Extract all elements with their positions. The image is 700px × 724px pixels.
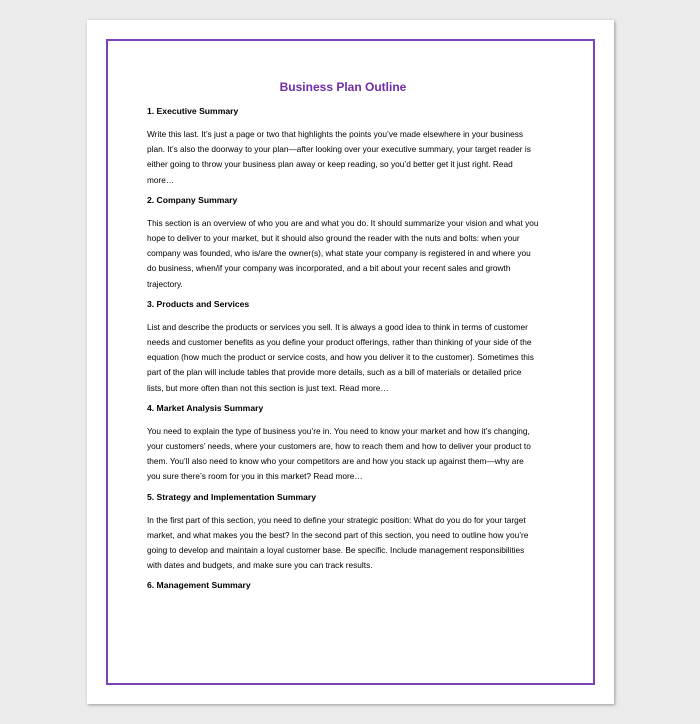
section-heading: 2. Company Summary xyxy=(147,194,238,205)
section-management-summary xyxy=(147,579,539,591)
section-body: You need to explain the type of business you’re in. You need to know your market and how it’s changing, your customers’ needs, where your customers are, how to reach them and how to deliver your product to them. You’ll also need to know who your competitors are and how you stack up against them—why are you sure there’s room for you in this market? Read more… xyxy=(147,425,531,482)
document-title: Business Plan Outline xyxy=(279,80,407,94)
section-body: Write this last. It’s just a page or two that highlights the points you’ve made elsewhere in your business plan. It’s also the doorway to your plan—after looking over your executive summary, your target reader is either going to throw your business plan away or keep reading, so you’d better get it just right. Read more… xyxy=(147,129,531,185)
section-products-and-services xyxy=(147,298,539,396)
section-heading: 5. Strategy and Implementation Summary xyxy=(147,491,317,502)
document-page xyxy=(87,20,614,704)
section-heading: 3. Products and Services xyxy=(147,298,250,309)
section-executive-summary xyxy=(147,105,539,188)
document-content xyxy=(147,79,539,601)
section-heading: 1. Executive Summary xyxy=(147,106,239,116)
section-body: List and describe the products or services you sell. It is always a good idea to think in terms of customer needs and customer benefits as you define your product offerings, rather than thinking of your side of the equation (how much the product or service costs, and how you deliver it to the customer). Sometimes this part of the plan will include tables that provide more details, such as a bill of materials or detailed price lists, but more often than not this section is just text. Read more… xyxy=(147,321,534,393)
section-heading: 6. Management Summary xyxy=(147,580,251,591)
section-market-analysis-summary xyxy=(147,402,539,485)
section-strategy-and-implementation-summary xyxy=(147,491,539,574)
section-body: This section is an overview of who you are and what you do. It should summarize your vision and what you hope to deliver to your market, but it should also ground the reader with the nuts and bolts: when your company was founded, who is/are the owner(s), what state your company is registered in and where you do business, when/if your company was incorporated, and a bit about your recent sales and growth trajectory. xyxy=(147,217,539,289)
section-body: In the first part of this section, you need to define your strategic position: What do you do for your target market, and what makes you the best? In the second part of this section, you need to outline how you’re going to develop and maintain a loyal customer base. Be specific. Include management responsibilities with dates and budgets, and make sure you can track results. xyxy=(147,514,529,571)
section-company-summary xyxy=(147,194,539,292)
section-heading: 4. Market Analysis Summary xyxy=(147,402,264,413)
